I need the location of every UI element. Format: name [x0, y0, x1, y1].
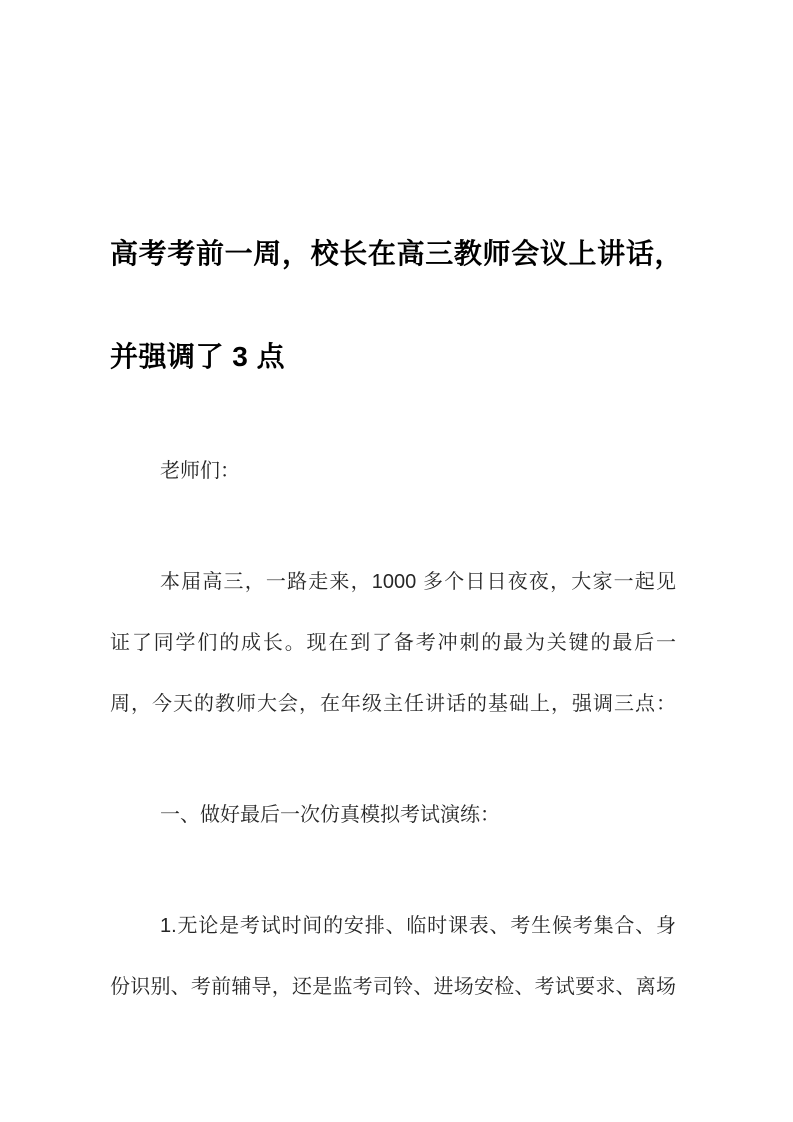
text-line: 份识别、考前辅导，还是监考司铃、进场安检、考试要求、离场 [110, 976, 676, 998]
paragraph [110, 785, 676, 846]
text-line: 周，今天的教师大会，在年级主任讲话的基础上，强调三点： [110, 693, 676, 715]
text-line: 1.无论是考试时间的安排、临时课表、考生候考集合、身 [160, 915, 676, 937]
text-line: 本届高三，一路走来，1000 多个日日夜夜，大家一起见 [160, 571, 676, 593]
text-line: 一、做好最后一次仿真模拟考试演练： [160, 804, 500, 826]
document-body [110, 441, 676, 1018]
text-line: 证了同学们的成长。现在到了备考冲刺的最为关键的最后一 [110, 632, 676, 654]
text-line: 老师们： [160, 460, 240, 482]
document-title-line: 并强调了 3 点 [110, 341, 286, 372]
document-title [110, 202, 683, 408]
paragraph [110, 552, 676, 735]
document-title-line: 高考考前一周，校长在高三教师会议上讲话， [110, 238, 683, 269]
paragraph [110, 441, 676, 502]
paragraph [110, 896, 676, 1018]
